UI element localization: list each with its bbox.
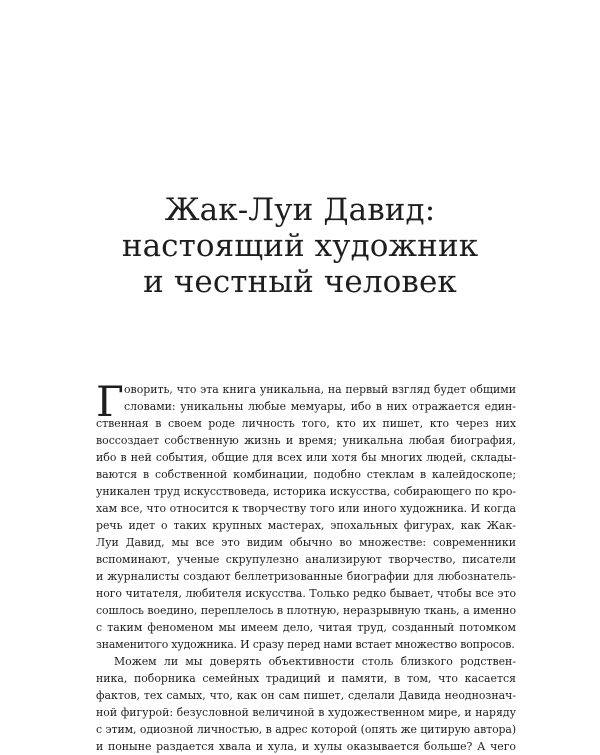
- text-line: сошлось воедино, переплелось в плотную, неразрывную ткань, а именно: [96, 604, 516, 617]
- text-line: воссоздает собственную жизнь и время; уникальна любая биография,: [96, 434, 516, 447]
- text-line: ного читателя, любителя искусства. Только редко бывает, чтобы все это: [96, 587, 516, 600]
- text-line: знаменитого художника. И сразу перед нами встает множество вопросов.: [96, 638, 515, 651]
- drop-cap: Г: [96, 377, 124, 426]
- text-line: ной фигурой: безусловной величиной в художественном мире, и наряду: [96, 706, 516, 719]
- chapter-title-line-2: настоящий художник: [121, 228, 479, 264]
- chapter-title-line-3: и честный человек: [143, 264, 457, 300]
- text-line: Можем ли мы доверять объективности столь близкого родствен-: [114, 655, 516, 668]
- text-line: хам все, что относится к творчеству того или иного художника. И когда: [96, 502, 516, 515]
- text-line: и журналисты создают беллетризованные биографии для любознатель-: [96, 570, 516, 583]
- text-line: ственная в своем роде личность того, кто их пишет, кто через них: [96, 417, 516, 430]
- text-line: Луи Давид, мы все это видим обычно во множестве: современники: [96, 536, 516, 549]
- text-line: ваются в собственной комбинации, подобно стеклам в калейдоскопе;: [96, 468, 516, 481]
- body-text: [96, 377, 516, 755]
- text-line: ника, поборника семейных традиций и памяти, в том, что касается: [96, 672, 516, 685]
- text-line: речь идет о таких крупных мастерах, эпохальных фигурах, как Жак-: [96, 519, 516, 532]
- text-line: и поныне раздается хвала и хула, и хулы оказывается больше? А чего: [96, 740, 516, 753]
- text-line: ибо в ней события, общие для всех или хотя бы многих людей, склады-: [96, 451, 516, 464]
- chapter-title-line-1: Жак-Луи Давид:: [164, 192, 436, 228]
- text-line: уникален труд искусствоведа, историка искусства, собирающего по кро-: [96, 485, 516, 498]
- chapter-title: [100, 192, 500, 300]
- text-line: словами: уникальны любые мемуары, ибо в них отражается един-: [124, 400, 516, 413]
- text-line: вспоминают, ученые скрупулезно анализируют творчество, писатели: [96, 553, 516, 566]
- text-line: с этим, одиозной личностью, в адрес которой (опять же цитирую автора): [96, 723, 516, 736]
- text-line: фактов, тех самых, что, как он сам пишет, сделали Давида неоднознач-: [96, 689, 516, 702]
- text-line: оворить, что эта книга уникальна, на первый взгляд будет общими: [124, 383, 516, 396]
- text-line: с таким феноменом мы имеем дело, читая труд, созданный потомком: [96, 621, 516, 634]
